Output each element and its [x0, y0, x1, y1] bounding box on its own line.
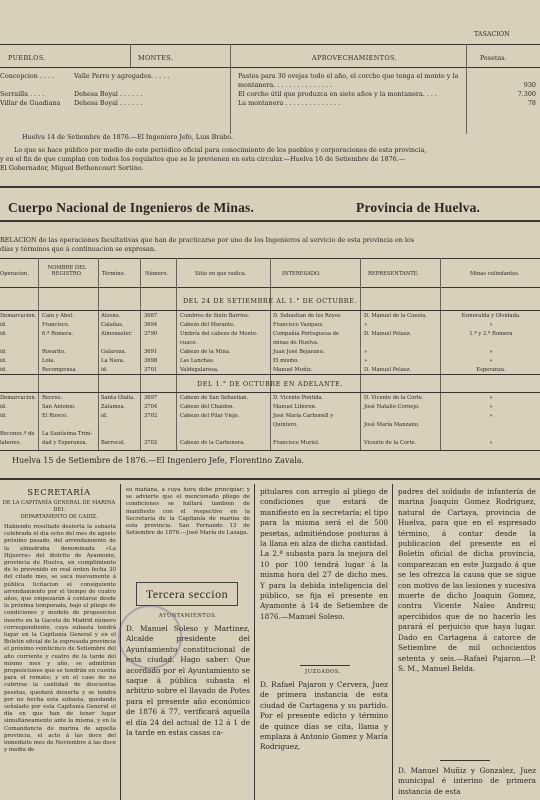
- header-aprovechamientos: APROVECHAMIENTOS.: [312, 54, 398, 62]
- col1-sub: DE LA CAPITANÍA GENERAL DE MARINA: [2, 500, 116, 506]
- th-operacion: Operacion.: [0, 271, 29, 277]
- rule: [360, 258, 361, 450]
- table-cell: Las Lanchas.: [180, 358, 215, 364]
- col3-body2: D. Rafael Pajaron y Cervera, Juez de primera instancia de esta ciudad de Cartagena y su partido. Por el presente edicto y término de quince días se cita, llama y emplaza á Antonio Gomez y María Rodriguez,: [260, 680, 388, 752]
- table-cell: »: [489, 440, 493, 446]
- table-cell: »: [364, 322, 368, 328]
- table-cell: Valdegalarosa.: [180, 367, 219, 373]
- col4-body2: D. Manuel Muñiz y Gonzalez, Juez municipal é interino de primera instancia de esta: [398, 766, 536, 796]
- rule: [0, 44, 540, 45]
- table-cell: Cabezo de la Mina.: [180, 349, 231, 355]
- table-cell: Cumbres de Sixto Barrios.: [180, 313, 250, 319]
- table-cell: Cain y Abel.: [42, 313, 74, 319]
- rule: [140, 258, 141, 450]
- th-representante: REPRESENTANTE.: [368, 271, 420, 277]
- rule: [230, 44, 231, 134]
- header-montes: MONTES.: [138, 54, 174, 62]
- rule: [0, 67, 540, 68]
- notice-line-3: El Gobernador, Miguel Bethencourt Sortino.: [0, 164, 144, 172]
- table-cell: Reconoc.º de: [0, 431, 35, 437]
- table-cell: »: [489, 358, 493, 364]
- col1-body: Habiendo resultado desierta la subasta celebrada el dia ocho del mes de agosto próximo pasado, del arrendamiento de la almadraba denominada «La Hijuerra» del distrito de Ayamonte, provincia de Huelva, en cumplimiento de lo prevenido en real órden fecha 30 del citado mes, se saca nuevamente á pública licitacion el consiguiente arrendamiento por el tiempo de cuatro años, que empezarán á contarse desde la próxima temporada, bajo el pliego de condiciones y modelo de proposicion inserto en la Gaceta de Madrid número correspondiente, cuya subasta tendrá lugar en la Capitanía General y en el Boletin oficial de la expresada provincia el próximo veinticinco de Setiembre del año corriente y cuatro de la tarde del mismo mes y año, se admitirán proposiciones que se tendrán en cuenta para el remate; y en el caso de no cubrirse la cantidad de doscientas pesetas, quedará desierta y se tendrá por no hecha esta subasta, quedando señalado por esta Capitanía General el día en que han de tener lugar simultáneamente ante la misma, y en la Comandancia de marina de aquella provincia, el acto á las doce del inmediato mes de Noviembre á las doce y media de: [4, 524, 116, 754]
- table-cell: 3790: [144, 331, 158, 337]
- table-cell: Alosno.: [101, 313, 121, 319]
- table-cell: id.: [0, 349, 7, 355]
- th-nombre: NOMBRE DEL REGISTRO.: [47, 265, 87, 278]
- header-pueblos: PUEBLOS.: [8, 54, 46, 62]
- table-cell: José Natalio Cornejo.: [364, 404, 420, 410]
- table-cell: 3694: [144, 322, 158, 328]
- table-cell: Manuel Liboren.: [273, 404, 317, 410]
- th-interesado: INTERESADO.: [282, 271, 321, 277]
- table-cell: Recompensa.: [42, 367, 78, 373]
- table-cell: D. Sebastian de los Reyes: [273, 313, 341, 319]
- table-cell: 930: [523, 81, 536, 89]
- signature-1: Huelva 14 de Setiembre de 1876.—El Ingeniero Jefe, Luis Brabo.: [22, 133, 234, 141]
- table-cell: Demarcacion.: [0, 313, 37, 319]
- table-cell: José María Carbonell y: [273, 413, 334, 419]
- rule: [466, 44, 467, 134]
- table-cell: San Antonio.: [42, 404, 76, 410]
- table-cell: »: [364, 349, 368, 355]
- table-cell: Santa Olalla.: [101, 395, 135, 401]
- table-cell: Zalamea.: [101, 404, 126, 410]
- table-cell: 7.300: [517, 90, 536, 98]
- table-cell: D. Manuel Pelaez.: [364, 367, 412, 373]
- table-cell: Villar de Guadiana: [0, 99, 61, 107]
- col2-body2: D. Manuel Soleso y Martinez, Alcalde presidente del Ayuntamiento constitucional de esta ciudad. Hago saber: Que acordado por el Ayuntamiento se saque á pública subasta el arbitrio sobre el llavado de Potes para el presente año económico de 1876 á 77, verificará aquella el día 24 del actual de 12 á 1 de la tarde en estas casas ca-: [126, 624, 250, 738]
- rule: [0, 186, 540, 188]
- relacion-line-1: RELACION de las operaciones facultativas que han de practicarse por uno de los Ingenieros al servicio de esta provincia en los: [0, 236, 415, 244]
- rule: [300, 665, 350, 666]
- table-cell: Valle Perro y agregados. . . . .: [74, 72, 170, 80]
- rule: [0, 392, 540, 393]
- table-cell: Demarcacion.: [0, 395, 37, 401]
- table-cell: Almonaster.: [101, 331, 133, 337]
- table-cell: D. Manuel Pelaez.: [364, 331, 412, 337]
- table-cell: labores.: [0, 440, 22, 446]
- ayuntamientos-heading: AYUNTAMIENTOS.: [158, 613, 218, 619]
- table-cell: id.: [0, 358, 7, 364]
- table-cell: 3698: [144, 358, 158, 364]
- table-cell: El mismo.: [273, 358, 299, 364]
- table-cell: 3701: [144, 367, 158, 373]
- table-cell: 3702: [144, 440, 158, 446]
- notice-line-2: y en el fin de que cumplan con todos los requisitos que se le previenen en esta circular.—Huelva 16 de Setiembre de 1876.—: [0, 155, 406, 163]
- table-cell: Juan José Bejarano.: [273, 349, 325, 355]
- table-cell: »: [489, 349, 493, 355]
- table-cell: »: [489, 404, 493, 410]
- table-cell: El corcho útil que produzca en siete años y la montanera. . . .: [238, 90, 438, 98]
- table-cell: id.: [0, 331, 7, 337]
- table-cell: id.: [0, 322, 7, 328]
- table-cell: dad y Esperanza.: [42, 440, 88, 446]
- col1-sub2: DEL: [53, 507, 65, 513]
- notice-line-1: Lo que se hace público por medio de este periódico oficial para conocimiento de los pueblos y corporaciones de esta provincia,: [14, 146, 427, 154]
- table-cell: id.: [101, 367, 108, 373]
- table-cell: 3704: [144, 404, 158, 410]
- th-numero: Número.: [145, 271, 169, 277]
- table-cell: Cabezo del Morante.: [180, 322, 235, 328]
- table-cell: Compañía Portuguesa de: [273, 331, 340, 337]
- table-cell: Esperanza.: [476, 367, 506, 373]
- column-rule: [392, 484, 393, 800]
- col4-body1: padres del soldado de infantería de marina Joaquin Gomez Rodriguez, natural de Cartaya, provincia de Huelva, para que en el espresado término, á contar desde la publicacion del presente en el Boletin oficial de dicha provincia, comparezcan en este Juzgado á que se les ofrezca la causa que se sigue con motivo de las lesiones y sucesiva muerte de dicho Joaquin Gomez, contra Vicente Naleo Andreu; apercibidos que de no hacerlo les parará el perjuicio que haya lugar. Dado en Cartagena á catorce de Setiembre de mil ochocientos setenta y seis.—Rafael Pajaron.—P. S. M., Manuel Belda.: [398, 487, 536, 673]
- table-cell: »: [489, 395, 493, 401]
- signature-2: Huelva 15 de Setiembre de 1876.—El Ingeniero Jefe, Florentino Zavala.: [12, 456, 305, 465]
- table-cell: D. Vicente Pontida.: [273, 395, 324, 401]
- table-cell: Barrocal.: [101, 440, 126, 446]
- table-cell: id.: [101, 413, 108, 419]
- rule: [176, 258, 177, 450]
- table-cell: Lola.: [42, 358, 55, 364]
- table-cell: 6.ª Romera.: [42, 331, 74, 337]
- juzgados-heading: JUZGADOS.: [305, 669, 341, 675]
- table-cell: Francisco Muriel.: [273, 440, 320, 446]
- table-cell: Recreo.: [42, 395, 63, 401]
- table-cell: Pastos para 30 ovejas todo el año, el corcho que tenga el monte y la: [238, 72, 459, 80]
- section-title: Cuerpo Nacional de Ingenieros de Minas.: [8, 200, 255, 215]
- rule: [0, 450, 540, 451]
- rule: [440, 258, 441, 450]
- table-cell: Umbría del cabezo de Monte-: [180, 331, 258, 337]
- table-cell: »: [489, 413, 493, 419]
- table-cell: id.: [0, 404, 7, 410]
- tercera-seccion-box: Tercera seccion: [136, 582, 238, 606]
- table-cell: La Nava.: [101, 358, 125, 364]
- table-cell: Esmeralda y Olvidada.: [461, 313, 521, 319]
- table-cell: id.: [0, 367, 7, 373]
- col1-sub3: DEPARTAMENTO DE CADIZ.: [20, 514, 98, 520]
- table-cell: »: [489, 322, 493, 328]
- table-cell: Dehesa Boyal . . . . . .: [74, 99, 143, 107]
- rule: [0, 374, 540, 375]
- table-cell: 78: [527, 99, 536, 107]
- table-cell: Vicente de la Corte.: [364, 440, 417, 446]
- table-cell: 3697: [144, 395, 158, 401]
- section-province: Provincia de Huelva.: [356, 200, 481, 215]
- th-sitio: Sitio en que radica.: [195, 271, 247, 277]
- table-cell: Quintero.: [273, 422, 298, 428]
- rule: [38, 258, 39, 450]
- rule: [270, 258, 271, 450]
- table-cell: La montanera . . . . . . . . . . . . . .: [238, 99, 341, 107]
- table-cell: Manuel Muñiz.: [273, 367, 313, 373]
- relacion-line-2: días y términos que á continuacion se expresan.: [0, 245, 156, 253]
- table-cell: Cabezo del Chaidon.: [180, 404, 235, 410]
- table-cell: 3691: [144, 349, 158, 355]
- rule: [98, 258, 99, 450]
- col2-body1: su mañana, á cuya hora debe principiar; y se advierte que el mencionado pliego de condiciones se hallará tambien de manifiesto con el respectivo en la Secretaría de la Capitanía de marina de esta provincia. San Fernando 13 de Setiembre de 1876.—José María de Lazaga.: [126, 487, 250, 537]
- table-cell: Serrailla . . . .: [0, 90, 45, 98]
- period-1: DEL 24 DE SETIEMBRE AL 1.° DE OCTUBRE.: [182, 297, 358, 305]
- header-pesetas: Pesetas.: [480, 54, 507, 62]
- column-rule: [254, 484, 255, 800]
- table-cell: minas de Huelva.: [273, 340, 319, 346]
- table-cell: 3702: [144, 413, 158, 419]
- period-2: DEL 1.° DE OCTUBRE EN ADELANTE.: [197, 380, 343, 388]
- rule: [130, 44, 131, 67]
- table-cell: Galaroza.: [101, 349, 127, 355]
- table-cell: id.: [0, 413, 7, 419]
- table-cell: »: [364, 358, 368, 364]
- table-cell: Francisco Vazquez.: [273, 322, 324, 328]
- th-colindantes: Minas colindantes.: [470, 271, 520, 277]
- table-cell: La Santísima Trini-: [42, 431, 93, 437]
- table-cell: Calañas.: [101, 322, 124, 328]
- table-cell: José María Manzano.: [364, 422, 420, 428]
- table-cell: Cabezo de la Carbonera.: [180, 440, 246, 446]
- rule: [0, 220, 540, 222]
- table-cell: Cabezo de San Sebastian.: [180, 395, 249, 401]
- table-cell: montanera. . . . . . . . . . . . . . .: [238, 81, 333, 89]
- th-termino: Término.: [102, 271, 126, 277]
- table-cell: Dehesa Boyal . . . . . .: [74, 90, 143, 98]
- rule: [0, 478, 540, 480]
- table-cell: D. Vicente de la Corte.: [364, 395, 424, 401]
- col1-title: SECRETARÍA: [27, 488, 91, 498]
- header-tasacion: TASACION: [474, 30, 510, 38]
- table-cell: 1.ª y 2.ª Romera: [469, 331, 513, 337]
- table-cell: El Riorco.: [42, 413, 68, 419]
- table-cell: 3687: [144, 313, 158, 319]
- table-cell: Concepcion . . . .: [0, 72, 55, 80]
- col3-body1: pitulares con arreglo al pliego de condiciones que estará de manifiesto en la secretaría; el tipo para la misma será el de 500 pesetas, admitiéndose posturas á la llana en alza de dicha cantidad. La 2.ª subasta para la mejora del 10 por 100 tendrá lugar á la misma hora del 27 de dicho mes. Y para la debida inteligencia del público, se fija el presente en Ayamonte á 14 de Setiembre de 1876.—Manuel Soleso.: [260, 487, 388, 621]
- rule: [0, 310, 540, 311]
- table-cell: D. Manuel de la Cuesta.: [364, 313, 428, 319]
- table-cell: Francisco.: [42, 322, 70, 328]
- table-cell: Cabezo del Pilar Viejo.: [180, 413, 240, 419]
- table-cell: Rosarito.: [42, 349, 66, 355]
- table-cell: cuaco.: [180, 340, 197, 346]
- rule: [440, 760, 490, 761]
